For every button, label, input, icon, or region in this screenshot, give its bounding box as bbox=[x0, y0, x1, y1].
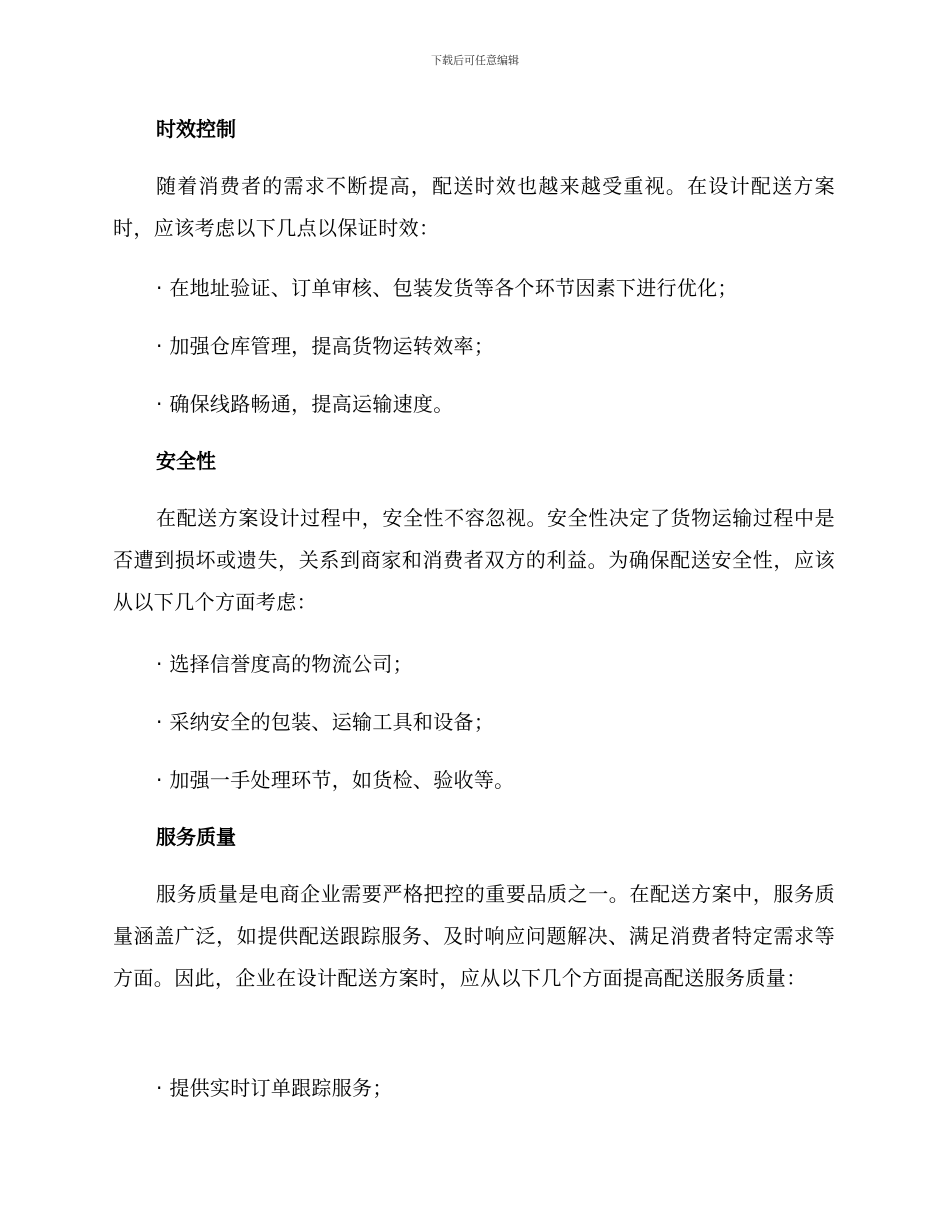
bullet-item: · 采纳安全的包装、运输工具和设备； bbox=[156, 710, 495, 734]
section-heading-timeliness: 时效控制 bbox=[156, 117, 236, 141]
section-paragraph-safety: 在配送方案设计过程中，安全性不容忽视。安全性决定了货物运输过程中是否遭到损坏或遗失，关系到商家和消费者双方的利益。为确保配送安全性，应该从以下几个方面考虑： bbox=[113, 506, 835, 614]
bullet-item: · 提供实时订单跟踪服务； bbox=[156, 1076, 393, 1100]
bullet-item: · 确保线路畅通，提高运输速度。 bbox=[156, 392, 454, 416]
bullet-item: · 加强一手处理环节，如货检、验收等。 bbox=[156, 768, 515, 792]
section-heading-service-quality: 服务质量 bbox=[156, 825, 236, 849]
header-note: 下载后可任意编辑 bbox=[431, 54, 519, 67]
bullet-item: · 在地址验证、订单审核、包装发货等各个环节因素下进行优化； bbox=[156, 276, 738, 300]
section-paragraph-timeliness: 随着消费者的需求不断提高，配送时效也越来越受重视。在设计配送方案时，应该考虑以下几点以保证时效： bbox=[113, 174, 835, 240]
bullet-item: · 加强仓库管理，提高货物运转效率； bbox=[156, 334, 495, 358]
section-heading-safety: 安全性 bbox=[156, 449, 216, 473]
bullet-item: · 选择信誉度高的物流公司； bbox=[156, 652, 413, 676]
section-paragraph-service-quality: 服务质量是电商企业需要严格把控的重要品质之一。在配送方案中，服务质量涵盖广泛，如提供配送跟踪服务、及时响应问题解决、满足消费者特定需求等方面。因此，企业在设计配送方案时，应从以下几个方面提高配送服务质量： bbox=[113, 882, 835, 990]
